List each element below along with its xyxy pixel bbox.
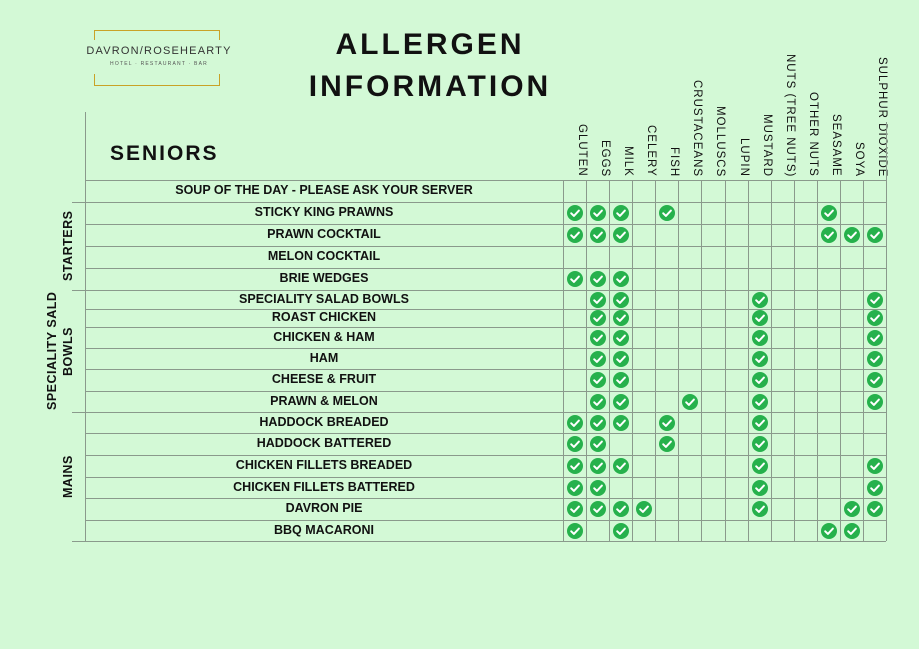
- check-circle-icon: [613, 523, 629, 539]
- check-circle-icon: [590, 310, 606, 326]
- check-circle-icon: [567, 501, 583, 517]
- check-circle-icon: [636, 501, 652, 517]
- column-divider: [632, 180, 633, 541]
- row-divider: [85, 520, 886, 521]
- check-circle-icon: [590, 351, 606, 367]
- column-header-fish: FISH: [668, 146, 680, 177]
- column-divider: [563, 180, 564, 541]
- check-circle-icon: [821, 227, 837, 243]
- column-header-milk: MILK: [622, 146, 634, 177]
- column-header-molluscs: MOLLUSCS: [714, 105, 726, 177]
- column-divider: [794, 180, 795, 541]
- check-circle-icon: [590, 205, 606, 221]
- column-divider: [771, 180, 772, 541]
- row-divider: [85, 477, 886, 478]
- check-circle-icon: [590, 227, 606, 243]
- column-header-mustard: MUSTARD: [761, 113, 773, 177]
- check-circle-icon: [613, 330, 629, 346]
- row-divider: [85, 246, 886, 247]
- row-divider: [72, 412, 886, 413]
- check-circle-icon: [590, 271, 606, 287]
- check-circle-icon: [567, 271, 583, 287]
- check-circle-icon: [590, 292, 606, 308]
- check-circle-icon: [752, 292, 768, 308]
- check-circle-icon: [867, 372, 883, 388]
- check-circle-icon: [867, 351, 883, 367]
- column-header-soya: SOYA: [853, 141, 865, 177]
- column-divider: [725, 180, 726, 541]
- check-circle-icon: [867, 394, 883, 410]
- check-circle-icon: [752, 480, 768, 496]
- check-circle-icon: [682, 394, 698, 410]
- dish-name: MELON COCKTAIL: [267, 249, 381, 263]
- check-circle-icon: [613, 205, 629, 221]
- check-circle-icon: [867, 330, 883, 346]
- row-divider: [85, 268, 886, 269]
- check-circle-icon: [567, 458, 583, 474]
- check-circle-icon: [821, 205, 837, 221]
- column-divider: [655, 180, 656, 541]
- check-circle-icon: [590, 372, 606, 388]
- check-circle-icon: [659, 415, 675, 431]
- dish-name: STICKY KING PRAWNS: [254, 205, 394, 219]
- dish-name: SOUP OF THE DAY - PLEASE ASK YOUR SERVER: [175, 183, 473, 197]
- check-circle-icon: [867, 292, 883, 308]
- page-title-line-2: INFORMATION: [308, 70, 552, 103]
- column-header-gluten: GLUTEN: [576, 124, 588, 177]
- check-circle-icon: [613, 501, 629, 517]
- column-header-seasame: SEASAME: [830, 114, 842, 177]
- group-label-mains: MAINS: [61, 455, 75, 498]
- check-circle-icon: [752, 330, 768, 346]
- check-circle-icon: [752, 351, 768, 367]
- check-circle-icon: [752, 458, 768, 474]
- row-divider: [85, 369, 886, 370]
- logo: [74, 30, 244, 86]
- check-circle-icon: [567, 480, 583, 496]
- row-divider: [85, 180, 886, 181]
- check-circle-icon: [567, 415, 583, 431]
- row-divider: [85, 224, 886, 225]
- check-circle-icon: [613, 351, 629, 367]
- check-circle-icon: [590, 330, 606, 346]
- check-circle-icon: [613, 415, 629, 431]
- column-header-nuts-tree-nuts: NUTS (TREE NUTS): [784, 53, 796, 177]
- check-circle-icon: [867, 480, 883, 496]
- check-circle-icon: [752, 310, 768, 326]
- dish-name: CHICKEN FILLETS BREADED: [235, 458, 413, 472]
- check-circle-icon: [590, 501, 606, 517]
- check-circle-icon: [752, 436, 768, 452]
- row-divider: [85, 455, 886, 456]
- check-circle-icon: [613, 372, 629, 388]
- row-divider: [72, 202, 886, 203]
- dish-name: SPECIALITY SALAD BOWLS: [239, 291, 409, 306]
- check-circle-icon: [752, 501, 768, 517]
- column-header-other-nuts: OTHER NUTS: [807, 92, 819, 177]
- check-circle-icon: [844, 501, 860, 517]
- dish-name: BBQ MACARONI: [274, 522, 374, 537]
- dish-name: HADDOCK BATTERED: [256, 436, 392, 450]
- dish-name: DAVRON PIE: [285, 501, 363, 515]
- check-circle-icon: [752, 394, 768, 410]
- column-divider: [748, 180, 749, 541]
- logo-tagline: HOTEL · RESTAURANT · BAR: [110, 61, 208, 67]
- check-circle-icon: [867, 310, 883, 326]
- logo-name: DAVRON/ROSEHEARTY: [86, 45, 232, 57]
- check-circle-icon: [590, 394, 606, 410]
- check-circle-icon: [844, 523, 860, 539]
- column-header-eggs: EGGS: [599, 139, 611, 177]
- check-circle-icon: [613, 292, 629, 308]
- check-circle-icon: [590, 458, 606, 474]
- check-circle-icon: [613, 310, 629, 326]
- check-circle-icon: [752, 372, 768, 388]
- column-divider: [840, 180, 841, 541]
- dish-name: PRAWN COCKTAIL: [267, 227, 381, 241]
- column-divider: [701, 180, 702, 541]
- check-circle-icon: [567, 436, 583, 452]
- check-circle-icon: [867, 501, 883, 517]
- check-circle-icon: [613, 227, 629, 243]
- row-divider: [72, 541, 886, 542]
- check-circle-icon: [659, 436, 675, 452]
- check-circle-icon: [613, 458, 629, 474]
- dish-name: HAM: [309, 350, 339, 365]
- check-circle-icon: [867, 458, 883, 474]
- row-divider: [85, 327, 886, 328]
- check-circle-icon: [590, 415, 606, 431]
- column-divider: [678, 180, 679, 541]
- check-circle-icon: [590, 480, 606, 496]
- row-divider: [85, 433, 886, 434]
- row-divider: [85, 348, 886, 349]
- check-circle-icon: [752, 415, 768, 431]
- check-circle-icon: [590, 436, 606, 452]
- check-circle-icon: [867, 227, 883, 243]
- column-header-sulphur-dioxide: SULPHUR DIOXIDE: [876, 56, 888, 177]
- menu-name: SENIORS: [110, 142, 219, 165]
- dish-name: BRIE WEDGES: [279, 271, 369, 285]
- check-circle-icon: [567, 205, 583, 221]
- dish-name: ROAST CHICKEN: [271, 310, 377, 324]
- table-left-border: [85, 112, 86, 541]
- dish-name: CHEESE & FRUIT: [271, 372, 377, 386]
- group-label-starters: STARTERS: [61, 210, 75, 282]
- page-title-line-1: ALLERGEN: [335, 28, 525, 61]
- check-circle-icon: [844, 227, 860, 243]
- check-circle-icon: [613, 271, 629, 287]
- column-divider: [586, 180, 587, 541]
- check-circle-icon: [821, 523, 837, 539]
- row-divider: [85, 391, 886, 392]
- group-label-speciality: SPECIALITY SALD BOWLS: [45, 291, 75, 411]
- column-divider: [609, 180, 610, 541]
- column-header-lupin: LUPIN: [738, 138, 750, 177]
- dish-name: PRAWN & MELON: [270, 393, 378, 408]
- column-header-crustaceans: CRUSTACEANS: [691, 79, 703, 177]
- dish-name: CHICKEN & HAM: [273, 329, 375, 344]
- dish-name: HADDOCK BREADED: [259, 414, 389, 429]
- check-circle-icon: [659, 205, 675, 221]
- check-circle-icon: [567, 227, 583, 243]
- row-divider: [85, 498, 886, 499]
- column-divider: [817, 180, 818, 541]
- column-divider: [886, 122, 887, 541]
- check-circle-icon: [613, 394, 629, 410]
- check-circle-icon: [567, 523, 583, 539]
- column-divider: [863, 180, 864, 541]
- column-header-celery: CELERY: [645, 125, 657, 177]
- dish-name: CHICKEN FILLETS BATTERED: [233, 479, 415, 494]
